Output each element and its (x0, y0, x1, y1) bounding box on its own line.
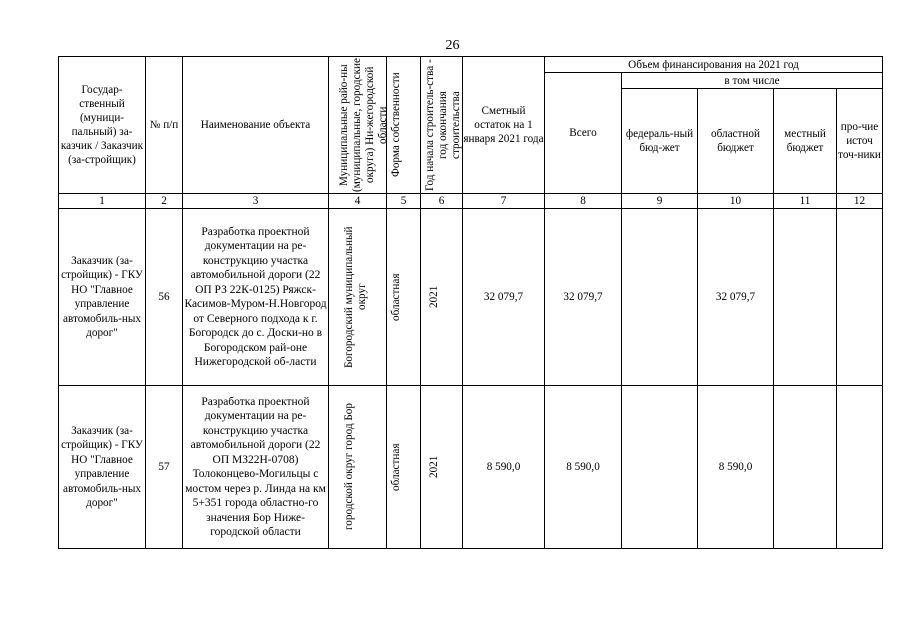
header-district-cell (329, 57, 387, 194)
row-years-cell (421, 209, 463, 386)
header-district: Муниципальные райо-ны (муниципальные, городские округа) Ни-жегородской области (337, 58, 389, 192)
row-years-cell (421, 386, 463, 549)
row-local (774, 386, 837, 549)
column-number: 4 (329, 194, 387, 209)
row-remainder: 32 079,7 (463, 209, 545, 386)
header-years-cell (421, 57, 463, 194)
header-including: в том числе (622, 73, 883, 89)
header-customer: Государ-ственный (муници-пальный) за-казчик / Заказчик (за-стройщик) (59, 57, 146, 194)
row-number: 56 (146, 209, 183, 386)
row-ownership-cell (387, 209, 421, 386)
row-district: городской округ город Бор (342, 403, 355, 531)
column-number: 8 (545, 194, 622, 209)
column-number: 10 (698, 194, 774, 209)
row-district: Богородский муниципальный округ (342, 226, 368, 368)
row-customer: Заказчик (за-стройщик) - ГКУ НО "Главное управление автомобиль-ных дорог" (59, 386, 146, 549)
table-row (59, 209, 883, 386)
header-ownership-cell (387, 57, 421, 194)
header-years: Год начала строитель-ства - год окончания строительства (423, 59, 462, 191)
row-local (774, 209, 837, 386)
header-local: местный бюджет (774, 89, 837, 194)
header-federal: федераль-ный бюд-жет (622, 89, 698, 194)
row-federal (622, 386, 698, 549)
row-federal (622, 209, 698, 386)
row-customer: Заказчик (за-стройщик) - ГКУ НО "Главное управление автомобиль-ных дорог" (59, 209, 146, 386)
header-estimate-remainder: Сметный остаток на 1 января 2021 года (463, 57, 545, 194)
row-object: Разработка проектной документации на ре-конструкцию участка автомобильной дороги (22 ОП МЗ22Н-0708) Толоконцево-Могильцы с мостом через р. Линда на км 5+351 города областно-го значения Бор Ниже-городской области (183, 386, 329, 549)
column-number: 6 (421, 194, 463, 209)
row-remainder: 8 590,0 (463, 386, 545, 549)
column-number: 3 (183, 194, 329, 209)
column-number: 12 (837, 194, 883, 209)
row-district-cell (329, 209, 387, 386)
row-years: 2021 (427, 285, 440, 309)
header-other: про-чие источ точ-ники (837, 89, 883, 194)
row-district-cell (329, 386, 387, 549)
row-ownership-cell (387, 386, 421, 549)
row-other (837, 386, 883, 549)
header-object-name: Наименование объекта (183, 57, 329, 194)
row-regional: 32 079,7 (698, 209, 774, 386)
header-regional: областной бюджет (698, 89, 774, 194)
row-years: 2021 (427, 455, 440, 479)
row-object: Разработка проектной документации на ре-конструкцию участка автомобильной дороги (22 ОП РЗ 22К-0125) Ряжск-Касимов-Муром-Н.Новгород от Северного подхода к г. Богородск до с. Доски-но в Богородском рай-оне Нижегородской об-ласти (183, 209, 329, 386)
column-number: 1 (59, 194, 146, 209)
row-ownership: областная (389, 273, 402, 321)
column-number: 11 (774, 194, 837, 209)
row-other (837, 209, 883, 386)
row-ownership: областная (389, 443, 402, 491)
row-total: 8 590,0 (545, 386, 622, 549)
row-regional: 8 590,0 (698, 386, 774, 549)
column-number: 7 (463, 194, 545, 209)
table-row (59, 386, 883, 549)
page-number: 26 (445, 38, 460, 53)
header-ownership: Форма собственности (389, 72, 402, 178)
header-total: Всего (545, 73, 622, 194)
row-total: 32 079,7 (545, 209, 622, 386)
financing-table (58, 56, 883, 549)
column-number: 2 (146, 194, 183, 209)
header-funding-group: Объем финансирования на 2021 год (545, 57, 883, 73)
row-number: 57 (146, 386, 183, 549)
column-number: 5 (387, 194, 421, 209)
header-number: № п/п (146, 57, 183, 194)
column-number: 9 (622, 194, 698, 209)
